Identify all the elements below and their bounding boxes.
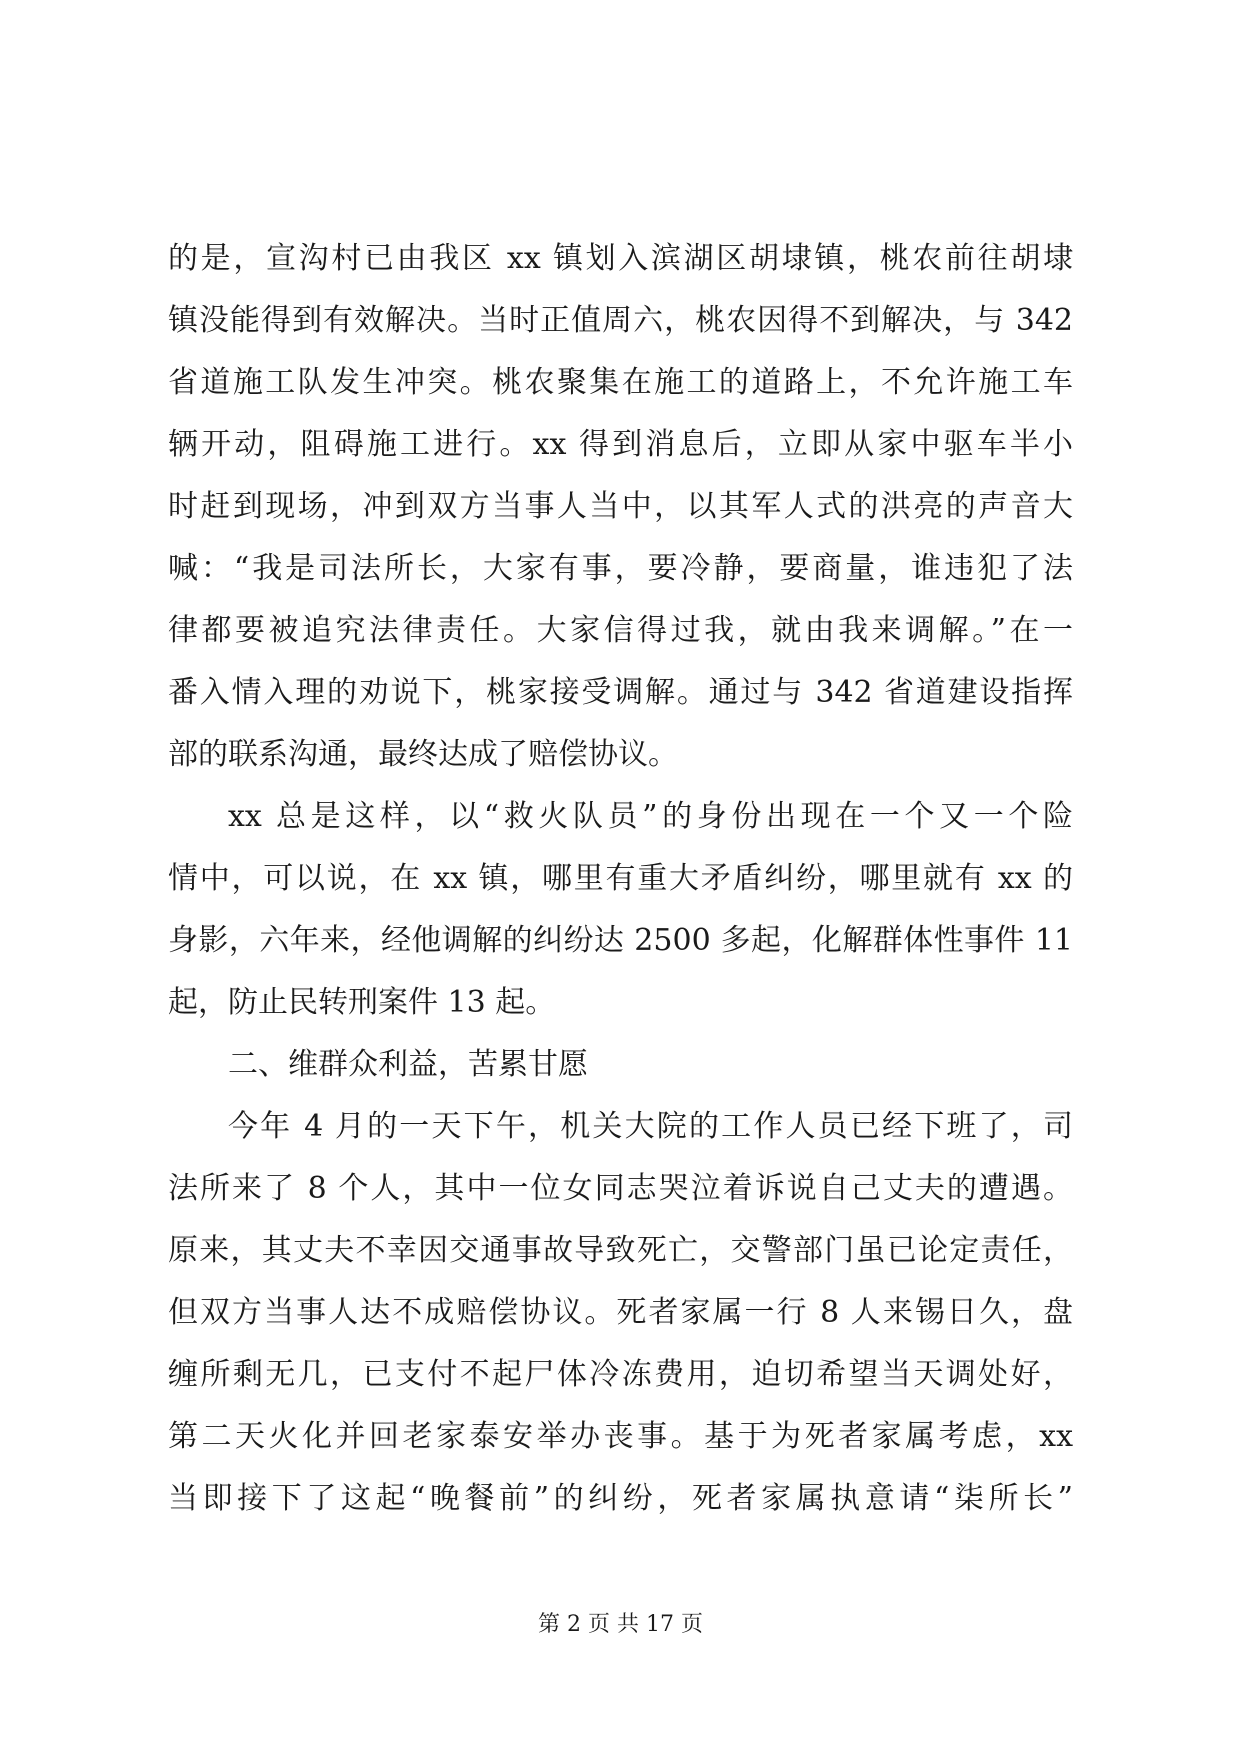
text-line: 番入情入理的劝说下，桃家接受调解。通过与 342 省道建设指挥 [168, 675, 1073, 710]
text-line: 辆开动，阻碍施工进行。xx 得到消息后，立即从家中驱车半小 [168, 427, 1073, 462]
paragraph [168, 1034, 1073, 1096]
text-line: 律都要被追究法律责任。大家信得过我，就由我来调解。”在一 [168, 613, 1073, 648]
paragraph [168, 228, 1073, 786]
text-line: 但双方当事人达不成赔偿协议。死者家属一行 8 人来锡日久，盘 [168, 1295, 1073, 1330]
text-line: 缠所剩无几，已支付不起尸体冷冻费用，迫切希望当天调处好， [168, 1357, 1073, 1392]
text-line: 二、维群众利益，苦累甘愿 [228, 1047, 588, 1082]
text-line: 镇没能得到有效解决。当时正值周六，桃农因得不到解决，与 342 [168, 303, 1073, 338]
text-line: 部的联系沟通，最终达成了赔偿协议。 [168, 737, 678, 772]
text-line: 今年 4 月的一天下午，机关大院的工作人员已经下班了，司 [228, 1109, 1073, 1144]
text-line: 时赶到现场，冲到双方当事人当中，以其军人式的洪亮的声音大 [168, 489, 1073, 524]
text-line: 法所来了 8 个人，其中一位女同志哭泣着诉说自己丈夫的遭遇。 [168, 1171, 1073, 1206]
text-line: 原来，其丈夫不幸因交通事故导致死亡，交警部门虽已论定责任， [168, 1233, 1073, 1268]
page-footer: 第 2 页 共 17 页 [538, 1612, 703, 1637]
paragraph [168, 786, 1073, 1034]
text-line: 喊：“我是司法所长，大家有事，要冷静，要商量，谁违犯了法 [168, 551, 1073, 586]
text-line: 起，防止民转刑案件 13 起。 [168, 985, 556, 1020]
text-line: 当即接下了这起“晚餐前”的纠纷，死者家属执意请“柒所长” [168, 1481, 1073, 1516]
text-line: 身影，六年来，经他调解的纠纷达 2500 多起，化解群体性事件 11 [168, 923, 1073, 958]
document-body [168, 228, 1073, 1530]
text-line: xx 总是这样，以“救火队员”的身份出现在一个又一个险 [228, 799, 1073, 834]
text-line: 第二天火化并回老家泰安举办丧事。基于为死者家属考虑，xx [168, 1419, 1073, 1454]
text-line: 情中，可以说，在 xx 镇，哪里有重大矛盾纠纷，哪里就有 xx 的 [168, 861, 1073, 896]
text-line: 省道施工队发生冲突。桃农聚集在施工的道路上，不允许施工车 [168, 365, 1073, 400]
text-line: 的是，宣沟村已由我区 xx 镇划入滨湖区胡埭镇，桃农前往胡埭 [168, 241, 1073, 276]
paragraph [168, 1096, 1073, 1530]
